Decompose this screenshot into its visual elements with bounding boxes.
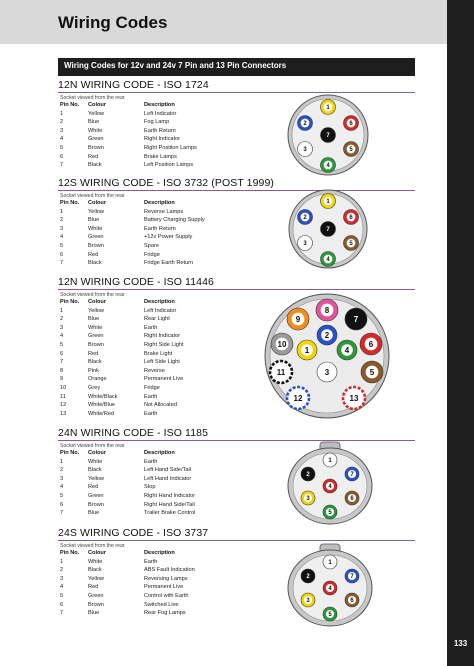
section-rule [58, 540, 415, 541]
pin-number: 6 [60, 251, 64, 258]
wire-description: Spare [144, 243, 159, 249]
wire-description: Earth Return [144, 225, 176, 232]
pin-label: 6 [349, 215, 353, 222]
wire-colour: White/Blue [88, 402, 116, 409]
wire-colour: White [88, 225, 103, 232]
pin-1 [323, 555, 337, 569]
wire-description: Reversing Lamps [144, 575, 188, 582]
pin-1 [321, 100, 336, 115]
pin-number: 1 [60, 208, 64, 215]
pin-label: 5 [328, 612, 332, 619]
socket-caption: Socket viewed from the rear [60, 543, 125, 549]
socket-caption: Socket viewed from the rear [60, 443, 125, 449]
wire-description: Reverse Lamps [144, 208, 184, 215]
socket-diagram-24n [285, 440, 375, 528]
wire-description: Brake Lamps [144, 153, 177, 160]
wire-description: Switched Live [144, 601, 179, 608]
wire-colour: Blue [88, 316, 100, 323]
wire-colour: Green [88, 593, 104, 599]
wire-description: Right Side Light [144, 342, 184, 348]
page-number: 133 [453, 639, 468, 648]
pin-3 [301, 593, 315, 607]
pin-number: 1 [60, 110, 64, 117]
col-head-colour: Colour [88, 200, 107, 206]
wire-description: Reverse [144, 367, 165, 374]
pin-label: 6 [368, 339, 374, 349]
col-head-description: Description [144, 450, 175, 456]
pin-3 [298, 236, 313, 251]
pin-number: 7 [60, 162, 64, 169]
pin-7 [345, 569, 359, 583]
pin-2 [298, 116, 313, 131]
wire-colour: Green [88, 234, 104, 241]
wire-colour: Yellow [88, 475, 104, 482]
wire-description: Fridge [144, 251, 160, 258]
wire-description: Earth [144, 393, 158, 400]
wire-colour: Blue [88, 119, 100, 126]
socket-diagram-7pin [280, 92, 380, 182]
wire-colour: Brown [88, 145, 104, 151]
pin-label: 2 [303, 215, 307, 222]
wire-colour: Orange [88, 376, 107, 383]
wire-colour: Yellow [88, 575, 104, 582]
pin-12 [287, 387, 309, 409]
wire-colour: Yellow [88, 208, 104, 215]
wire-description: Fridge [144, 385, 160, 391]
wire-colour: Yellow [88, 110, 104, 117]
col-head-colour: Colour [88, 550, 107, 556]
pin-label: 4 [328, 586, 332, 593]
col-head-pin: Pin No. [60, 200, 80, 206]
wire-colour: Green [88, 493, 104, 499]
wire-description: Right Position Lamps [144, 145, 197, 151]
pin-3 [298, 142, 313, 157]
pin-label: 3 [306, 598, 310, 605]
wire-description: Left Indicator [144, 110, 177, 117]
wire-colour: Black [88, 260, 102, 267]
pin-label: 4 [326, 163, 330, 170]
pin-number: 9 [60, 376, 64, 383]
pin-4 [323, 581, 337, 595]
pin-label: 6 [349, 121, 353, 128]
wire-colour: Red [88, 484, 99, 491]
wire-colour: Blue [88, 510, 100, 517]
pin-label: 3 [303, 147, 307, 154]
wire-colour: Grey [88, 385, 101, 391]
wire-description: Left Side Light [144, 359, 180, 366]
pin-10 [271, 333, 293, 355]
pin-number: 1 [60, 458, 64, 465]
wire-description: Battery Charging Supply [144, 217, 205, 224]
section-title: 12S WIRING CODE - ISO 3732 (POST 1999) [58, 177, 275, 189]
pin-5 [361, 361, 383, 383]
col-head-description: Description [144, 550, 175, 556]
pin-1 [321, 194, 336, 209]
col-head-colour: Colour [88, 450, 107, 456]
col-head-colour: Colour [88, 102, 107, 108]
pin-number: 3 [60, 324, 64, 331]
wire-description: Earth Return [144, 127, 176, 134]
wire-description: Right Indicator [144, 136, 181, 143]
pin-number: 6 [60, 350, 64, 357]
wire-colour: Black [88, 567, 102, 574]
pin-number: 4 [60, 484, 64, 491]
pin-4 [321, 158, 336, 173]
pin-label: 1 [304, 345, 310, 355]
pin-label: 8 [324, 305, 330, 315]
pin-13 [343, 387, 365, 409]
pin-label: 2 [306, 472, 310, 479]
socket-diagram-13pin [259, 290, 399, 422]
pin-number: 7 [60, 510, 64, 517]
section-title: 24N WIRING CODE - ISO 1185 [58, 427, 209, 439]
pin-number: 8 [60, 367, 64, 374]
pin-2 [317, 325, 337, 345]
pin-label: 1 [328, 560, 332, 567]
pin-number: 2 [60, 567, 64, 574]
pin-6 [345, 593, 359, 607]
pin-label: 3 [324, 367, 330, 377]
pin-6 [345, 491, 359, 505]
wire-description: Earth [144, 558, 158, 565]
pin-label: 5 [349, 147, 353, 154]
wire-description: Permanent Live [144, 376, 184, 383]
col-head-pin: Pin No. [60, 550, 80, 556]
socket-caption: Socket viewed from the rear [60, 193, 125, 199]
wire-colour: White/Red [88, 410, 115, 417]
col-head-colour: Colour [88, 299, 107, 305]
pin-2 [301, 467, 315, 481]
pin-label: 6 [350, 598, 354, 605]
wire-colour: White [88, 458, 103, 465]
wire-colour: Red [88, 153, 99, 160]
pin-5 [344, 236, 359, 251]
pin-7 [345, 308, 367, 330]
pin-number: 4 [60, 584, 64, 591]
wire-colour: Black [88, 467, 102, 474]
pin-label: 5 [328, 510, 332, 517]
socket-diagram-7pin [280, 187, 380, 273]
pin-1 [323, 453, 337, 467]
pin-label: 4 [344, 345, 350, 355]
wire-description: +12v Power Supply [144, 234, 193, 241]
wire-description: ABS Fault Indication [144, 567, 195, 574]
pin-number: 6 [60, 501, 64, 508]
pin-label: 7 [353, 314, 359, 324]
pin-number: 5 [60, 342, 64, 348]
wire-colour: Blue [88, 610, 100, 617]
wire-colour: White [88, 324, 103, 331]
wire-colour: Green [88, 136, 104, 143]
wire-colour: Red [88, 251, 99, 258]
pin-8 [316, 299, 338, 321]
pin-number: 5 [60, 493, 64, 499]
pin-label: 7 [326, 227, 330, 234]
pin-label: 1 [326, 105, 330, 112]
pin-label: 3 [306, 496, 310, 503]
wire-description: Earth [144, 458, 158, 465]
pin-label: 9 [295, 314, 301, 324]
wire-description: Earth [144, 324, 158, 331]
pin-9 [287, 308, 309, 330]
pin-11 [270, 361, 292, 383]
pin-number: 4 [60, 234, 64, 241]
wire-description: Permanent Live [144, 584, 184, 591]
pin-number: 5 [60, 593, 64, 599]
pin-7 [321, 128, 336, 143]
pin-number: 13 [60, 410, 67, 417]
pin-number: 7 [60, 359, 64, 366]
wire-description: Right Hand Side/Tail [144, 501, 195, 508]
socket-diagram-24s [285, 542, 375, 630]
col-head-description: Description [144, 102, 175, 108]
pin-number: 2 [60, 217, 64, 224]
pin-2 [301, 569, 315, 583]
pin-4 [323, 479, 337, 493]
pin-number: 3 [60, 225, 64, 232]
pin-7 [345, 467, 359, 481]
pin-5 [344, 142, 359, 157]
pin-label: 1 [328, 458, 332, 465]
side-bar [447, 0, 474, 666]
pin-number: 7 [60, 610, 64, 617]
pin-number: 7 [60, 260, 64, 267]
col-head-pin: Pin No. [60, 102, 80, 108]
wire-colour: Red [88, 350, 99, 357]
pin-number: 3 [60, 127, 64, 134]
pin-label: 6 [350, 496, 354, 503]
wire-description: Right Indicator [144, 333, 181, 340]
pin-label: 11 [276, 367, 286, 377]
wire-colour: Black [88, 359, 102, 366]
wire-description: Right Hand Indicator [144, 493, 195, 499]
header-text: Wiring Codes for 12v and 24v 7 Pin and 13 Pin Connectors [64, 61, 287, 70]
socket-caption: Socket viewed from the rear [60, 292, 125, 298]
pin-number: 4 [60, 136, 64, 143]
pin-label: 7 [326, 133, 330, 140]
pin-label: 5 [369, 367, 375, 377]
pin-label: 7 [350, 472, 354, 479]
pin-number: 1 [60, 307, 64, 314]
col-head-pin: Pin No. [60, 299, 80, 305]
wire-colour: Brown [88, 243, 104, 249]
pin-label: 2 [306, 574, 310, 581]
pin-number: 1 [60, 558, 64, 565]
pin-label: 4 [328, 484, 332, 491]
pin-4 [337, 340, 357, 360]
pin-number: 4 [60, 333, 64, 340]
pin-number: 2 [60, 467, 64, 474]
wire-description: Rear Fog Lamps [144, 610, 186, 617]
pin-6 [344, 210, 359, 225]
page-title: Wiring Codes [58, 13, 168, 32]
wire-description: Earth [144, 410, 158, 417]
pin-number: 2 [60, 316, 64, 323]
pin-number: 6 [60, 153, 64, 160]
pin-5 [323, 607, 337, 621]
wire-description: Not Allocated [144, 402, 177, 409]
pin-number: 5 [60, 145, 64, 151]
wire-description: Fog Lamp [144, 119, 170, 126]
pin-2 [298, 210, 313, 225]
pin-6 [360, 333, 382, 355]
wire-description: Left Hand Indicator [144, 475, 192, 482]
pin-label: 13 [349, 393, 359, 403]
pin-label: 7 [350, 574, 354, 581]
pin-label: 4 [326, 257, 330, 264]
pin-3 [317, 362, 337, 382]
pin-7 [321, 222, 336, 237]
wire-description: Fridge Earth Return [144, 260, 194, 267]
wire-description: Trailer Brake Control [144, 510, 196, 517]
pin-number: 5 [60, 243, 64, 249]
pin-number: 10 [60, 385, 67, 391]
pin-3 [301, 491, 315, 505]
wire-colour: Blue [88, 217, 100, 224]
socket-caption: Socket viewed from the rear [60, 95, 125, 101]
pin-5 [323, 505, 337, 519]
wire-colour: White [88, 558, 103, 565]
pin-label: 1 [326, 199, 330, 206]
pin-label: 3 [303, 241, 307, 248]
wire-colour: Green [88, 333, 104, 340]
wire-colour: Black [88, 162, 102, 169]
wire-colour: Red [88, 584, 99, 591]
wire-description: Brake Light [144, 350, 173, 357]
wire-colour: Brown [88, 501, 104, 508]
wire-description: Rear Light [144, 316, 170, 323]
col-head-pin: Pin No. [60, 450, 80, 456]
pin-number: 11 [60, 393, 66, 400]
wire-description: Control with Earth [144, 593, 189, 599]
section-title: 12N WIRING CODE - ISO 1724 [58, 79, 209, 91]
wire-colour: Pink [88, 367, 99, 374]
pin-number: 3 [60, 475, 64, 482]
col-head-description: Description [144, 299, 175, 305]
wire-colour: Brown [88, 601, 104, 608]
pin-number: 12 [60, 402, 67, 409]
pin-label: 10 [277, 339, 287, 349]
col-head-description: Description [144, 200, 175, 206]
pin-number: 2 [60, 119, 64, 126]
pin-6 [344, 116, 359, 131]
wire-colour: Yellow [88, 307, 104, 314]
pin-label: 12 [293, 393, 303, 403]
pin-label: 5 [349, 241, 353, 248]
wire-colour: White [88, 127, 103, 134]
pin-4 [321, 252, 336, 267]
section-title: 24S WIRING CODE - ISO 3737 [58, 527, 209, 539]
pin-1 [297, 340, 317, 360]
wire-description: Stop [144, 484, 156, 491]
wire-description: Left Position Lamps [144, 162, 194, 169]
pin-label: 2 [324, 330, 330, 340]
pin-label: 2 [303, 121, 307, 128]
wire-description: Left Hand Side/Tail [144, 467, 191, 474]
section-title: 12N WIRING CODE - ISO 11446 [58, 276, 214, 288]
wire-colour: Brown [88, 342, 104, 348]
pin-number: 3 [60, 575, 64, 582]
pin-number: 6 [60, 601, 64, 608]
wire-colour: White/Black [88, 393, 118, 400]
wire-description: Left Indicator [144, 307, 177, 314]
